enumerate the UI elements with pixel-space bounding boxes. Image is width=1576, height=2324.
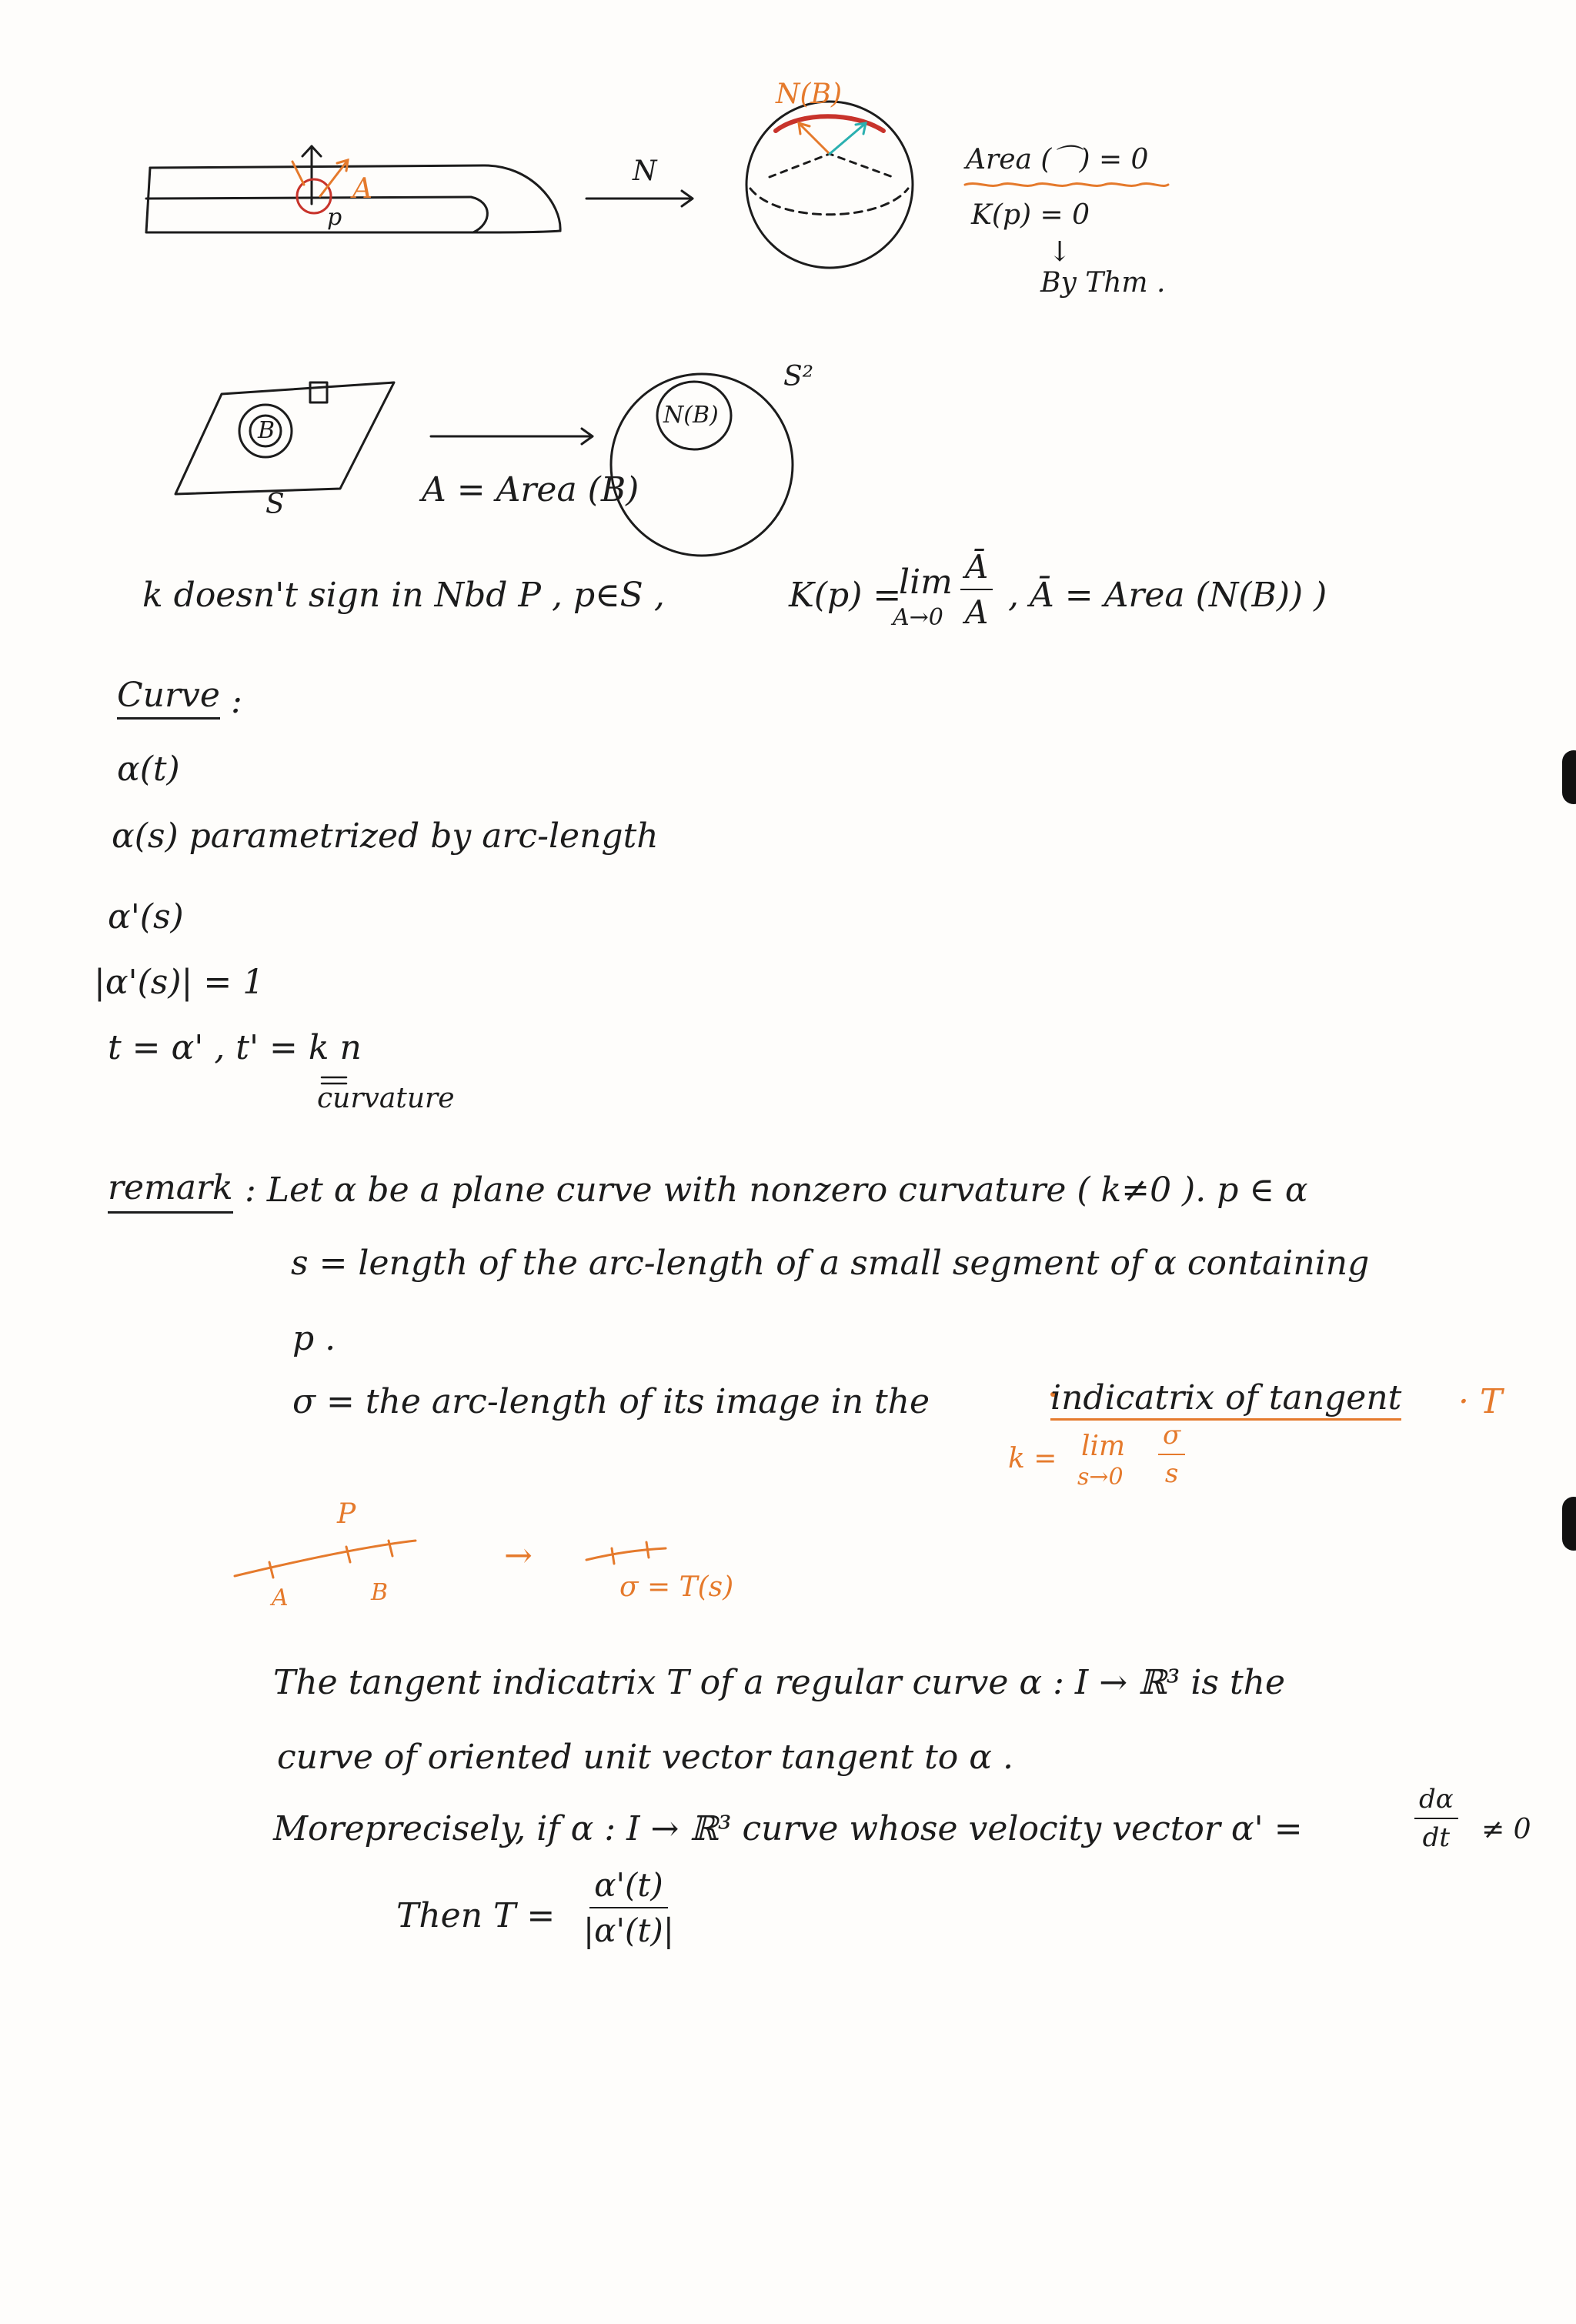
remark-line-2: s = length of the arc-length of a small segment of α containing: [291, 1244, 1370, 1283]
kdef-fraction: [1158, 1420, 1185, 1489]
label-A: A: [352, 173, 372, 205]
map-arrow-2: [431, 429, 593, 444]
T-fraction-den: |α'(t)|: [583, 1912, 674, 1949]
gauss-sphere: [746, 102, 913, 268]
tangent-image-segment: [586, 1548, 666, 1560]
label-p: p: [327, 204, 342, 231]
remark-line-4a: σ = the arc-length of its image in the: [292, 1382, 930, 1421]
map-arrow-1: [586, 191, 693, 206]
down-arrow: ↓: [1048, 236, 1072, 268]
def-line-2: curve of oriented unit vector tangent to α .: [277, 1738, 1013, 1777]
by-thm: By Thm .: [1040, 267, 1166, 299]
kdef-num: σ: [1158, 1420, 1185, 1455]
dadt-fraction: [1414, 1784, 1458, 1853]
fig3-sigma-eq: σ = T(s): [619, 1571, 734, 1603]
remark-heading: remark: [108, 1171, 233, 1214]
kdef-den: s: [1164, 1458, 1179, 1489]
curve-colon: :: [231, 682, 242, 721]
area-line: Area (⌒) = 0: [966, 144, 1149, 175]
curve-segment: [235, 1541, 416, 1576]
def-line-3: Moreprecisely, if α : I → ℝ³ curve whose velocity vector α' =: [273, 1809, 1303, 1848]
image-label: N(B): [663, 402, 719, 429]
then-T: Then T =: [396, 1896, 556, 1935]
remark-line-1: : Let α be a plane curve with nonzero curvature ( k≠0 ). p ∈ α: [245, 1170, 1308, 1210]
k-fraction: [960, 548, 993, 631]
T-fraction: [583, 1866, 674, 1949]
kdef-lim: lim: [1081, 1431, 1126, 1462]
kdef-k: k =: [1008, 1443, 1057, 1474]
indicatrix-of-tangent: indicatrix of tangent: [1050, 1381, 1401, 1421]
curve-line-3: α'(s): [108, 897, 184, 937]
fig3-label-A: A: [272, 1584, 289, 1611]
dadt-num: dα: [1414, 1784, 1458, 1819]
k-fraction-num: Ā: [960, 548, 993, 590]
k-fraction-den: A: [965, 593, 989, 631]
curve-line-4: |α'(s)| = 1: [94, 963, 265, 1002]
curve-line-5: t = α' , t' = k n: [108, 1028, 362, 1067]
curve-line-2: α(s) parametrized by arc-length: [112, 816, 659, 856]
kdef-sub: s→0: [1077, 1464, 1124, 1491]
k-line: K(p) = 0: [971, 199, 1090, 231]
curve-heading: Curve: [117, 679, 220, 720]
tangent-T: · T: [1458, 1382, 1503, 1421]
neq-zero: ≠ 0: [1481, 1814, 1531, 1845]
def-line-1: The tangent indicatrix T of a regular curve α : I → ℝ³ is the: [273, 1663, 1286, 1702]
surface-label: S: [265, 489, 285, 520]
region-label: B: [258, 417, 275, 444]
sphere-label: N(B): [776, 78, 843, 110]
lim-word: lim: [899, 563, 953, 602]
fig3-arrow: →: [504, 1536, 533, 1575]
lim-subscript: A→0: [893, 604, 943, 631]
fig3-label-P: P: [337, 1498, 356, 1530]
curvature-note: curvature: [317, 1083, 455, 1114]
remark-line-3: p .: [292, 1319, 336, 1358]
area-B-label: A = Area (B): [422, 470, 639, 509]
abar-definition: , Ā = Area (N(B)) ): [1008, 576, 1327, 615]
T-fraction-num: α'(t): [589, 1866, 668, 1908]
k-of-p: K(p) =: [789, 576, 902, 615]
curve-line-1: α(t): [117, 750, 180, 789]
dadt-den: dt: [1422, 1822, 1451, 1853]
s2-label: S²: [783, 361, 814, 392]
fig3-label-B: B: [371, 1579, 389, 1606]
k-statement: k doesn't sign in Nbd P , p∈S ,: [142, 576, 665, 615]
map-label-N: N: [633, 155, 657, 187]
surface-patch: [175, 382, 394, 494]
